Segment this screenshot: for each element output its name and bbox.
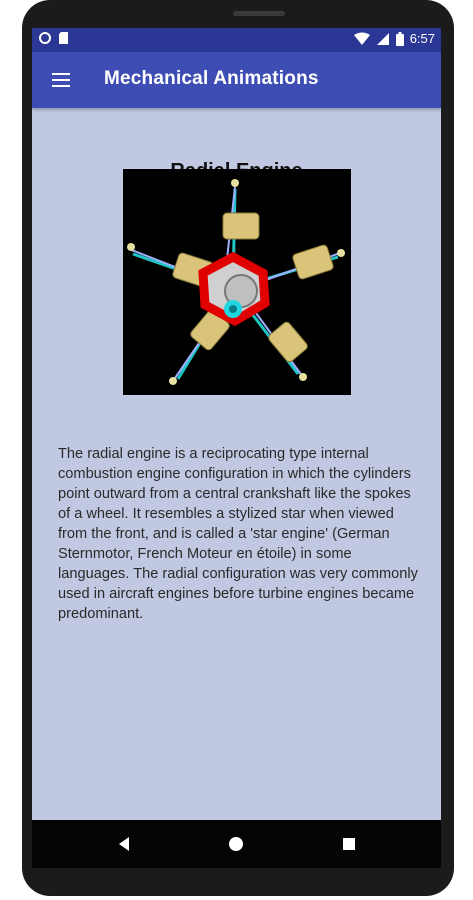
app-toolbar — [32, 52, 441, 108]
app-screen — [32, 28, 441, 820]
battery-icon — [396, 32, 404, 46]
recents-icon[interactable] — [337, 832, 361, 856]
status-bar — [32, 28, 441, 52]
sd-card-icon — [58, 31, 69, 45]
navigation-bar — [32, 820, 441, 868]
circle-notification-icon — [38, 31, 52, 45]
engine-description: The radial engine is a reciprocating type internal combustion engine configuration in which the cylinders point outward from a central crankshaft like the spokes of a wheel. It resembles a stylized star when viewed from the front, and is called a 'star engine' (German Sternmotor, French Moteur en étoile) in some languages. The radial configuration was very commonly used in aircraft engines before turbine engines became predominant. — [58, 446, 418, 622]
status-time: 6:57 — [409, 31, 435, 46]
app-title: Mechanical Animations — [104, 68, 319, 89]
cellular-signal-icon — [376, 32, 390, 46]
hamburger-menu-icon[interactable] — [50, 68, 74, 92]
radial-engine-image — [123, 169, 351, 395]
back-icon[interactable] — [112, 832, 136, 856]
phone-speaker — [233, 11, 285, 16]
home-icon[interactable] — [224, 832, 248, 856]
wifi-icon — [354, 32, 370, 46]
